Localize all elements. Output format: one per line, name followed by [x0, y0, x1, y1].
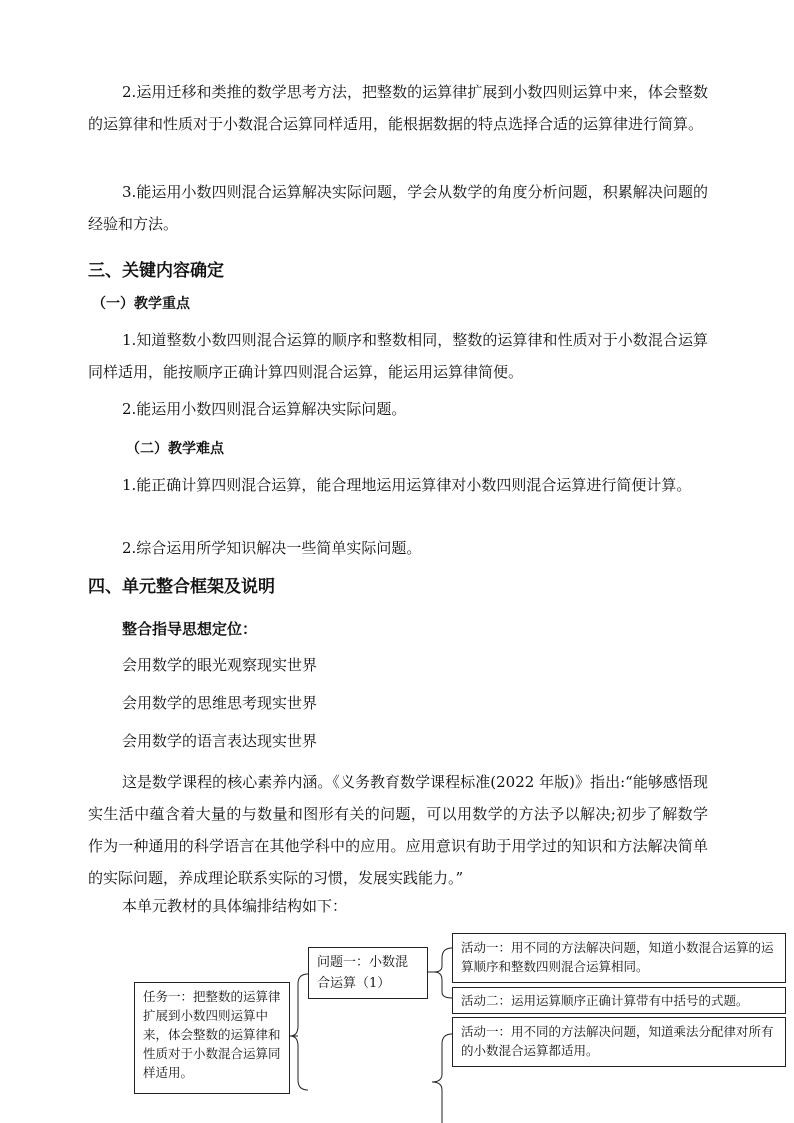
section-4-heading: 四、单元整合框架及说明: [88, 577, 275, 597]
guide-line-1: 会用数学的眼光观察现实世界: [122, 656, 318, 674]
task-1-box: 任务一：把整数的运算律扩展到小数四则运算中来，体会整数的运算律和性质对于小数混合运算同样适用。: [134, 982, 290, 1094]
section-3-heading: 三、关键内容确定: [88, 261, 224, 281]
guide-title: 整合指导思想定位：: [122, 620, 258, 638]
difficulty-2: 2.综合运用所学知识解决一些简单实际问题。: [122, 539, 422, 557]
guide-line-3: 会用数学的语言表达现实世界: [122, 732, 318, 750]
activity-1-box: 活动一：用不同的方法解决问题，知道小数混合运算的运算顺序和整数四则混合运算相同。: [452, 933, 786, 983]
activity-3-box: 活动一：用不同的方法解决问题，知道乘法分配律对所有的小数混合运算都适用。: [452, 1017, 786, 1067]
core-literacy-paragraph: 这是数学课程的核心素养内涵。《义务教育数学课程标准(2022 年版)》指出:“能够感悟现实生活中蕴含着大量的与数量和图形有关的问题，可以用数学的方法予以解决;初步了解数学作为一种通用的科学语言在其他学科中的应用。应用意识有助于用学过的知识和方法解决简单的实际问题，养成理论联系实际的习惯，发展实践能力。”: [88, 773, 708, 887]
difficulty-1: 1.能正确计算四则混合运算，能合理地运用运算律对小数四则混合运算进行简便计算。: [122, 476, 692, 494]
objective-3-paragraph: 3.能运用小数四则混合运算解决实际问题，学会从数学的角度分析问题，积累解决问题的经验和方法。: [88, 183, 708, 233]
key-point-1: 1.知道整数小数四则混合运算的顺序和整数相同，整数的运算律和性质对于小数混合运算同样适用，能按顺序正确计算四则混合运算，能运用运算律简便。: [88, 331, 708, 381]
problem-1-box: 问题一：小数混合运算（1）: [308, 947, 428, 999]
key-points-heading: （一）教学重点: [92, 296, 190, 312]
guide-line-2: 会用数学的思维思考现实世界: [122, 694, 318, 712]
objective-2-paragraph: 2.运用迁移和类推的数学思考方法，把整数的运算律扩展到小数四则运算中来，体会整数的运算律和性质对于小数混合运算同样适用，能根据数据的特点选择合适的运算律进行简算。: [88, 83, 708, 133]
key-point-2: 2.能运用小数四则混合运算解决实际问题。: [122, 400, 407, 418]
difficulties-heading: （二）教学难点: [126, 441, 224, 457]
structure-intro: 本单元教材的具体编排结构如下：: [122, 897, 348, 915]
activity-2-box: 活动二：运用运算顺序正确计算带有中括号的式题。: [452, 987, 786, 1014]
